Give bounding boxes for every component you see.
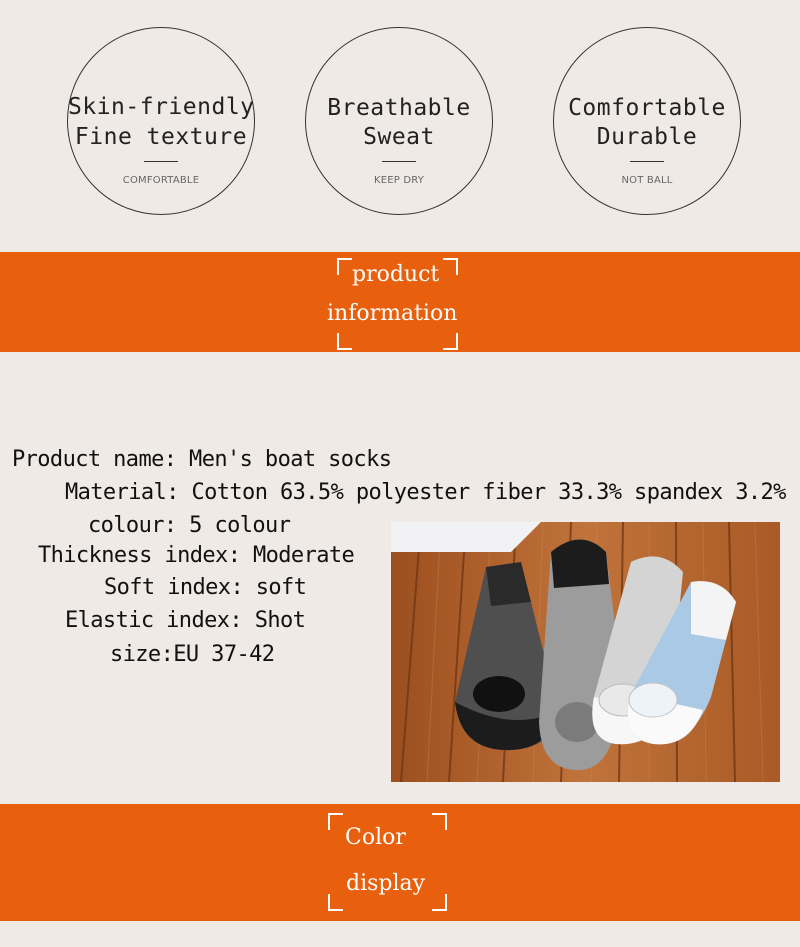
info-elastic: Elastic index: Shot xyxy=(65,608,306,633)
info-size: size:EU 37-42 xyxy=(110,642,275,667)
feature-caption: COMFORTABLE xyxy=(122,175,200,186)
info-label: Thickness index xyxy=(38,543,228,568)
info-value: 5 colour xyxy=(189,513,291,538)
feature-divider xyxy=(630,161,664,162)
feature-subtitle: Durable xyxy=(596,124,698,150)
feature-subtitle: Fine texture xyxy=(74,124,248,150)
feature-circle-breathable xyxy=(305,27,493,215)
product-photo xyxy=(391,522,780,782)
feature-divider xyxy=(382,161,416,162)
info-label: colour xyxy=(88,513,164,538)
info-value: Moderate xyxy=(252,543,355,568)
feature-title: Skin-friendly xyxy=(68,94,255,120)
feature-title: Comfortable xyxy=(568,95,726,121)
banner-title-line2: information xyxy=(327,301,458,326)
product-information-banner xyxy=(0,252,800,352)
banner-title-line2: display xyxy=(346,871,426,896)
color-display-banner xyxy=(0,804,800,921)
bracket-bottom-left xyxy=(328,894,343,911)
info-value: EU 37-42 xyxy=(173,642,275,667)
info-label: Soft index xyxy=(104,575,231,600)
bracket-top-left xyxy=(337,258,352,275)
info-soft: Soft index: soft xyxy=(104,575,307,600)
bracket-bottom-right xyxy=(443,333,458,350)
info-label: Product name xyxy=(12,447,164,472)
info-value: Shot xyxy=(254,608,306,633)
info-value: Cotton 63.5% polyester fiber 33.3% spandex 3.2% xyxy=(191,480,786,505)
feature-circle-skin-friendly xyxy=(67,27,255,215)
bracket-bottom-left xyxy=(337,333,352,350)
feature-circle-comfortable xyxy=(553,27,741,215)
info-colour: colour: 5 colour xyxy=(88,513,291,538)
info-label: Material xyxy=(65,480,167,505)
feature-title: Breathable xyxy=(327,95,471,121)
bracket-top-left xyxy=(328,813,343,830)
banner-title-line1: Color xyxy=(345,825,406,850)
bracket-top-right xyxy=(443,258,458,275)
info-thickness: Thickness index: Moderate xyxy=(38,543,355,568)
feature-caption: NOT BALL xyxy=(621,175,673,186)
info-label: Elastic index xyxy=(65,608,230,633)
info-value: soft xyxy=(255,575,307,600)
banner-title-line1: product xyxy=(352,262,440,287)
info-product-name: Product name: Men's boat socks xyxy=(12,447,392,472)
info-value: Men's boat socks xyxy=(189,447,392,472)
bracket-bottom-right xyxy=(432,894,447,911)
info-label: size xyxy=(110,642,161,667)
feature-caption: KEEP DRY xyxy=(373,175,425,186)
feature-subtitle: Sweat xyxy=(363,124,435,150)
info-material: Material: Cotton 63.5% polyester fiber 33.3% spandex 3.2% xyxy=(65,480,786,505)
feature-divider xyxy=(144,161,178,162)
bracket-top-right xyxy=(432,813,447,830)
socks-on-wood-illustration xyxy=(391,522,780,782)
